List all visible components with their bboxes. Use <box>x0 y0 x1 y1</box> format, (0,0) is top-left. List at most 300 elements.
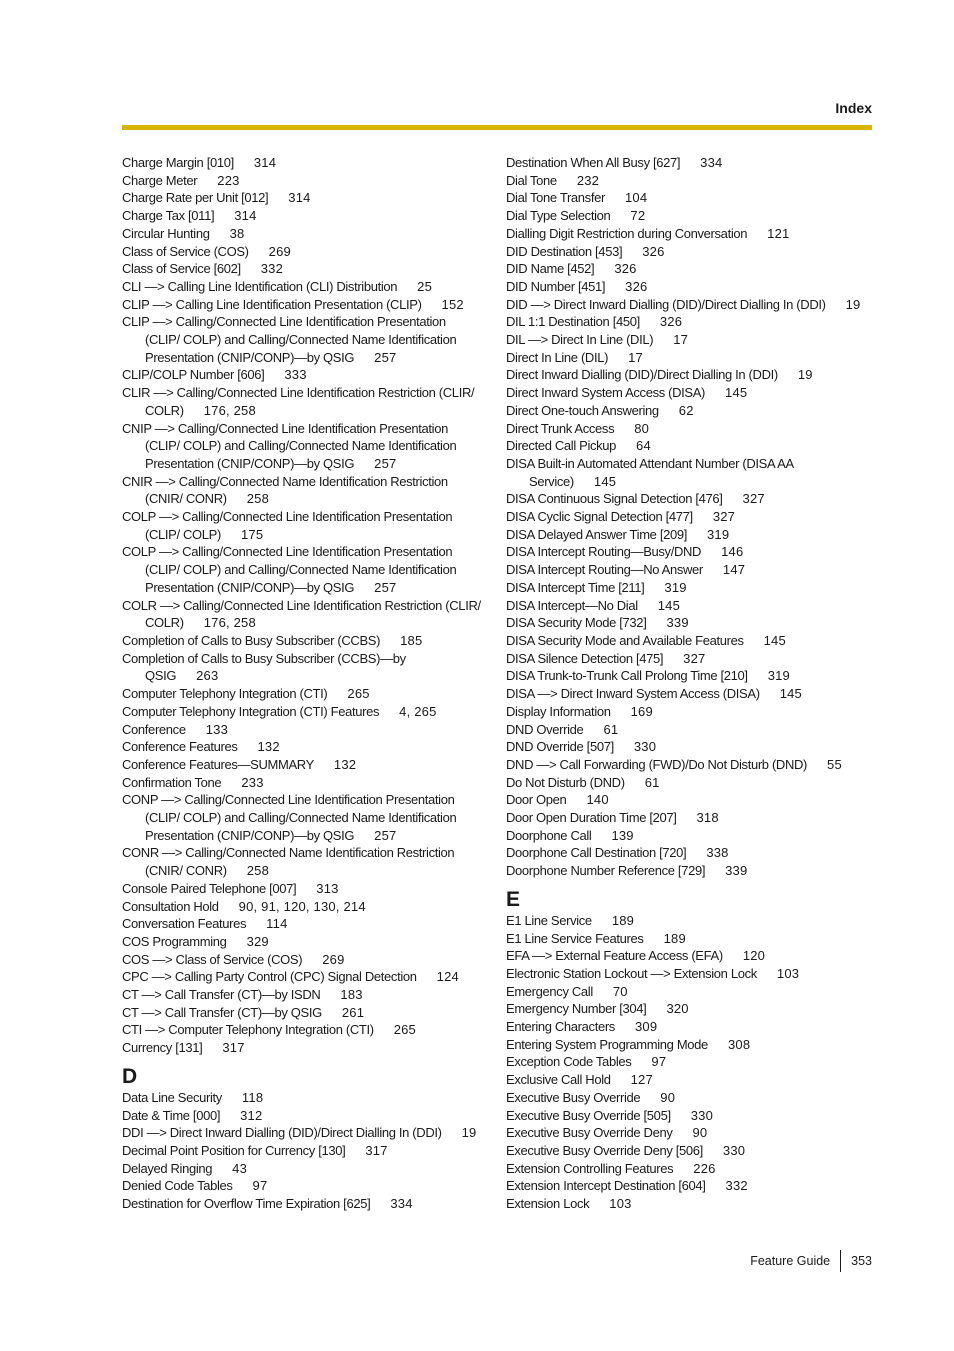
index-term: CT —> Call Transfer (CT)—by ISDN <box>122 987 321 1003</box>
index-term: DISA —> Direct Inward System Access (DISA) <box>506 686 760 702</box>
index-page-ref[interactable]: 258 <box>246 863 270 879</box>
index-term: DISA Intercept—No Dial <box>506 597 638 613</box>
index-term: Console Paired Telephone [007] <box>122 880 297 896</box>
index-entry <box>506 225 878 243</box>
index-page-ref[interactable]: 169 <box>630 703 653 719</box>
index-entry <box>122 597 482 632</box>
index-page-ref[interactable]: 314 <box>234 208 257 224</box>
section-letter-d: D <box>122 1064 138 1088</box>
index-term: Executive Busy Override <box>506 1089 641 1105</box>
index-page-ref[interactable]: 330 <box>690 1107 714 1123</box>
index-term: COS —> Class of Service (COS) <box>122 951 303 967</box>
index-entry <box>506 331 878 349</box>
index-term: DID —> Direct Inward Dialling (DID)/Direct Dialling In (DDI) <box>506 296 826 312</box>
index-term: Door Open Duration Time [207] <box>506 810 677 826</box>
index-entry <box>506 508 878 526</box>
index-page-ref[interactable]: 319 <box>664 579 687 595</box>
index-entry <box>506 1071 878 1089</box>
index-page-ref[interactable]: 313 <box>316 880 339 896</box>
index-entry <box>506 791 878 809</box>
index-term: Date & Time [000] <box>122 1107 221 1123</box>
index-term: Entering Characters <box>506 1019 615 1035</box>
index-entry <box>506 827 878 845</box>
index-page-ref[interactable]: 114 <box>266 916 288 932</box>
index-entry <box>122 951 482 969</box>
index-term: COLP —> Calling/Connected Line Identification Presentation (CLIP/ COLP) <box>122 509 453 542</box>
index-entry <box>122 473 482 508</box>
index-entry <box>122 898 482 916</box>
index-page-ref[interactable]: 132 <box>257 739 280 755</box>
index-entry <box>122 1177 482 1195</box>
index-page-ref[interactable]: 121 <box>767 225 790 241</box>
index-term: Direct Inward System Access (DISA) <box>506 385 706 401</box>
index-page-ref[interactable]: 17 <box>628 349 643 365</box>
index-term: Denied Code Tables <box>122 1178 233 1194</box>
index-term: Circular Hunting <box>122 225 210 241</box>
index-page-ref[interactable]: 269 <box>322 951 345 967</box>
index-page-ref[interactable]: 145 <box>593 473 617 489</box>
index-page-ref[interactable]: 265 <box>347 686 370 702</box>
index-page-ref[interactable]: 327 <box>742 491 765 507</box>
index-entry <box>506 738 878 756</box>
index-term: Dial Tone <box>506 172 557 188</box>
index-entry <box>506 650 878 668</box>
index-term: DISA Intercept Routing—No Answer <box>506 562 703 578</box>
index-page-ref[interactable]: 25 <box>417 278 433 294</box>
index-page-ref[interactable]: 319 <box>706 526 730 542</box>
index-page-ref[interactable]: 176, 258 <box>203 615 256 631</box>
index-page-ref[interactable]: 338 <box>706 845 729 861</box>
index-page-ref[interactable]: 232 <box>576 172 600 188</box>
index-page-ref[interactable]: 317 <box>365 1142 388 1158</box>
index-entry <box>506 632 878 650</box>
index-term: Dial Tone Transfer <box>506 190 605 206</box>
index-term: CONR —> Calling/Connected Name Identification Restriction (CNIR/ CONR) <box>122 845 455 879</box>
entries-d <box>122 1089 482 1213</box>
index-page-ref[interactable]: 257 <box>374 579 397 595</box>
index-page-ref[interactable]: 223 <box>217 172 240 188</box>
index-page-ref[interactable]: 258 <box>246 491 270 507</box>
index-page-ref[interactable]: 257 <box>374 455 397 471</box>
index-page-ref[interactable]: 334 <box>700 155 723 170</box>
index-entry <box>506 685 878 703</box>
index-page-ref[interactable]: 233 <box>241 774 264 790</box>
index-term: Executive Busy Override Deny <box>506 1125 673 1141</box>
index-entry <box>506 526 878 544</box>
index-term: Computer Telephony Integration (CTI) <box>122 686 328 702</box>
index-entry <box>506 1107 878 1125</box>
index-page-ref[interactable]: 70 <box>612 983 628 999</box>
index-entry <box>122 1039 482 1057</box>
index-entry <box>506 172 878 190</box>
index-entry <box>506 561 878 579</box>
index-term: Display Information <box>506 703 611 719</box>
index-term: COLP —> Calling/Connected Line Identification Presentation (CLIP/ COLP) and Calling/Connected Name Identification Presentation (CNIP/CONP)—by QSIG <box>122 544 457 595</box>
index-term: Delayed Ringing <box>122 1160 213 1176</box>
index-entry <box>506 862 878 880</box>
index-entry <box>122 508 482 543</box>
index-term: Doorphone Number Reference [729] <box>506 863 706 879</box>
index-page-ref[interactable]: 124 <box>436 969 459 985</box>
index-page-ref[interactable]: 80 <box>634 420 650 436</box>
index-entry <box>122 1124 482 1142</box>
index-term: CONP —> Calling/Connected Line Identification Presentation (CLIP/ COLP) and Calling/Connected Name Identification Presentation (CNIP/CONP)—by QSIG <box>122 792 457 843</box>
index-page-ref[interactable]: 327 <box>712 509 736 525</box>
index-entry <box>506 437 878 455</box>
index-term: CLIP/COLP Number [606] <box>122 367 265 383</box>
index-entry <box>122 703 482 721</box>
entries-e <box>506 912 878 1213</box>
index-page-ref[interactable]: 330 <box>722 1142 746 1158</box>
index-entry <box>506 597 878 615</box>
index-page-ref[interactable]: 326 <box>614 261 637 277</box>
index-term: Extension Intercept Destination [604] <box>506 1178 706 1194</box>
index-entry <box>122 915 482 933</box>
index-page-ref[interactable]: 132 <box>333 756 357 772</box>
index-term: Direct Trunk Access <box>506 420 615 436</box>
index-page-ref[interactable]: 257 <box>374 349 397 365</box>
index-term: CPC —> Calling Party Control (CPC) Signal Detection <box>122 969 417 985</box>
index-term: Exclusive Call Hold <box>506 1072 611 1088</box>
index-entry <box>506 278 878 296</box>
index-term: DISA Silence Detection [475] <box>506 650 664 666</box>
index-page-ref[interactable]: 314 <box>253 155 277 170</box>
index-entry <box>506 1124 878 1142</box>
index-entry <box>122 420 482 473</box>
index-page-ref[interactable]: 320 <box>666 1001 689 1017</box>
index-page-ref[interactable]: 339 <box>666 615 689 631</box>
page-header-title: Index <box>835 100 872 116</box>
index-entry <box>506 402 878 420</box>
entries-d-continued <box>506 154 878 880</box>
index-page-ref[interactable]: 189 <box>663 930 686 946</box>
index-term: CLIP —> Calling Line Identification Presentation (CLIP) <box>122 296 422 312</box>
index-page-ref[interactable]: 103 <box>776 965 800 981</box>
index-page-ref[interactable]: 326 <box>625 278 648 294</box>
index-entry <box>506 1160 878 1178</box>
index-term: Class of Service (COS) <box>122 243 249 259</box>
index-page-ref[interactable]: 333 <box>284 367 307 383</box>
index-term: DIL —> Direct In Line (DIL) <box>506 332 654 348</box>
index-page-ref[interactable]: 17 <box>673 332 689 348</box>
index-term: Extension Lock <box>506 1196 590 1212</box>
index-term: CT —> Call Transfer (CT)—by QSIG <box>122 1004 322 1020</box>
index-term: DISA Intercept Routing—Busy/DND <box>506 544 702 560</box>
index-column-right <box>506 154 878 1213</box>
index-term: COLR —> Calling/Connected Line Identification Restriction (CLIR/ COLR) <box>122 597 481 631</box>
index-term: DISA Continuous Signal Detection [476] <box>506 491 723 507</box>
index-page-ref[interactable]: 309 <box>634 1019 658 1035</box>
index-term: Conference Features—SUMMARY <box>122 756 314 772</box>
index-page-ref[interactable]: 183 <box>340 987 363 1003</box>
index-entry <box>506 774 878 792</box>
index-term: DND Override [507] <box>506 739 614 755</box>
index-page-ref[interactable]: 339 <box>725 863 748 879</box>
index-term: Extension Controlling Features <box>506 1160 674 1176</box>
index-page-ref[interactable]: 334 <box>390 1196 413 1212</box>
index-entry <box>506 1018 878 1036</box>
index-page-ref[interactable]: 43 <box>232 1160 248 1176</box>
index-page-ref[interactable]: 327 <box>683 650 706 666</box>
index-term: Emergency Call <box>506 983 593 999</box>
index-entry <box>506 1000 878 1018</box>
index-term: Charge Meter <box>122 172 198 188</box>
index-term: Directed Call Pickup <box>506 438 617 454</box>
index-term: Doorphone Call <box>506 827 592 843</box>
index-term: Data Line Security <box>122 1089 222 1105</box>
index-entry <box>122 721 482 739</box>
index-term: EFA —> External Feature Access (EFA) <box>506 948 723 964</box>
index-term: Dial Type Selection <box>506 208 611 224</box>
index-page-ref[interactable]: 140 <box>586 792 609 808</box>
index-page-ref[interactable]: 317 <box>222 1040 245 1056</box>
index-term: CTI —> Computer Telephony Integration (CTI) <box>122 1022 374 1038</box>
index-term: DISA Security Mode and Available Features <box>506 632 744 648</box>
index-page-ref[interactable]: 329 <box>246 933 269 949</box>
index-entry <box>506 543 878 561</box>
index-term: Direct In Line (DIL) <box>506 349 609 365</box>
index-entry <box>122 774 482 792</box>
index-entry <box>506 721 878 739</box>
index-entry <box>506 1036 878 1054</box>
index-entry <box>506 243 878 261</box>
index-page-ref[interactable]: 319 <box>767 668 790 684</box>
index-entry <box>506 349 878 367</box>
page-footer <box>0 1250 872 1272</box>
index-page-ref[interactable]: 62 <box>678 402 694 418</box>
index-entry <box>122 189 482 207</box>
index-term: COS Programming <box>122 933 227 949</box>
index-term: Direct One-touch Answering <box>506 402 659 418</box>
index-term: Charge Tax [011] <box>122 208 215 224</box>
index-term: Currency [131] <box>122 1040 203 1056</box>
index-term: Do Not Disturb (DND) <box>506 774 625 790</box>
index-entry <box>122 756 482 774</box>
index-page-ref[interactable]: 189 <box>611 912 635 928</box>
index-term: Conference Features <box>122 739 238 755</box>
index-page-ref[interactable]: 90 <box>660 1089 676 1105</box>
index-entry <box>506 579 878 597</box>
index-entry <box>506 189 878 207</box>
index-page-ref[interactable]: 19 <box>461 1125 477 1141</box>
index-entry <box>122 632 482 650</box>
index-entry <box>122 968 482 986</box>
index-term: DISA Cyclic Signal Detection [477] <box>506 509 693 525</box>
index-term: Computer Telephony Integration (CTI) Features <box>122 703 380 719</box>
index-term: Completion of Calls to Busy Subscriber (CCBS) <box>122 632 381 648</box>
index-entry <box>122 278 482 296</box>
index-term: Electronic Station Lockout —> Extension Lock <box>506 965 757 981</box>
index-page-ref[interactable]: 176, 258 <box>203 402 256 418</box>
index-page-ref[interactable]: 97 <box>651 1054 667 1070</box>
index-page-ref[interactable]: 261 <box>341 1004 365 1020</box>
index-term: Exception Code Tables <box>506 1054 632 1070</box>
index-page-ref[interactable]: 332 <box>260 261 284 277</box>
index-page-ref[interactable]: 145 <box>763 632 786 648</box>
index-entry <box>506 154 878 172</box>
index-page-ref[interactable]: 90, 91, 120, 130, 214 <box>238 898 366 914</box>
index-entry <box>122 986 482 1004</box>
index-page-ref[interactable]: 19 <box>797 367 813 383</box>
index-page-ref[interactable]: 133 <box>205 721 229 737</box>
index-page-ref[interactable]: 145 <box>657 597 681 613</box>
index-term: Dialling Digit Restriction during Conversation <box>506 225 748 241</box>
index-entry <box>506 207 878 225</box>
index-page-ref[interactable]: 38 <box>229 225 245 241</box>
index-entry <box>122 880 482 898</box>
index-entry <box>506 844 878 862</box>
index-entry <box>122 207 482 225</box>
index-entry <box>506 296 878 314</box>
index-term: DND Override <box>506 721 584 737</box>
index-page-ref[interactable]: 103 <box>609 1196 632 1212</box>
index-entry <box>506 313 878 331</box>
index-page-ref[interactable]: 175 <box>240 526 264 542</box>
index-page-ref[interactable]: 104 <box>624 190 648 206</box>
index-page-ref[interactable]: 152 <box>441 296 464 312</box>
index-page-ref[interactable]: 326 <box>659 314 683 330</box>
index-entry <box>122 1004 482 1022</box>
index-page-ref[interactable]: 332 <box>725 1178 748 1194</box>
index-page-ref[interactable]: 314 <box>288 190 311 206</box>
index-entry <box>506 1142 878 1160</box>
index-page-ref[interactable]: 64 <box>636 438 651 454</box>
index-entry <box>506 667 878 685</box>
index-entry <box>506 1089 878 1107</box>
index-column-left <box>122 154 482 1213</box>
index-term: Consultation Hold <box>122 898 219 914</box>
index-term: DISA Trunk-to-Trunk Call Prolong Time [210] <box>506 668 748 684</box>
index-entry <box>506 1053 878 1071</box>
index-page-ref[interactable]: 263 <box>196 668 219 684</box>
index-term: Executive Busy Override [505] <box>506 1107 671 1123</box>
index-page-ref[interactable]: 120 <box>742 948 766 964</box>
index-term: DDI —> Direct Inward Dialling (DID)/Direct Dialling In (DDI) <box>122 1125 442 1141</box>
index-entry <box>122 1195 482 1213</box>
index-entry <box>506 455 878 490</box>
index-term: Emergency Number [304] <box>506 1001 647 1017</box>
index-entry <box>506 983 878 1001</box>
index-entry <box>506 614 878 632</box>
index-page-ref[interactable]: 185 <box>400 632 423 648</box>
index-term: CNIR —> Calling/Connected Name Identification Restriction (CNIR/ CONR) <box>122 473 448 507</box>
index-entry <box>122 650 482 685</box>
index-entry <box>506 965 878 983</box>
index-entry <box>122 154 482 172</box>
index-page-ref[interactable]: 147 <box>722 562 746 578</box>
entries-c <box>122 154 482 1057</box>
index-entry <box>122 172 482 190</box>
index-entry <box>122 738 482 756</box>
index-page-ref[interactable]: 90 <box>692 1125 708 1141</box>
index-page-ref[interactable]: 118 <box>241 1089 264 1105</box>
index-entry <box>506 703 878 721</box>
index-page-ref[interactable]: 4, 265 <box>399 703 437 719</box>
index-term: Charge Margin [010] <box>122 155 234 170</box>
index-term: DIL 1:1 Destination [450] <box>506 314 640 330</box>
index-entry <box>506 260 878 278</box>
index-page-ref[interactable]: 257 <box>374 827 397 843</box>
index-entry <box>122 543 482 596</box>
index-page-ref[interactable]: 146 <box>721 544 744 560</box>
index-page-ref[interactable]: 97 <box>252 1178 268 1194</box>
index-term: CNIP —> Calling/Connected Line Identification Presentation (CLIP/ COLP) and Calling/Connected Name Identification Presentation (CNIP/CONP)—by QSIG <box>122 420 457 471</box>
index-term: Conference <box>122 721 186 737</box>
index-entry <box>122 296 482 314</box>
index-term: DID Number [451] <box>506 278 606 294</box>
index-page-ref[interactable]: 145 <box>779 686 802 702</box>
index-term: DID Destination [453] <box>506 243 623 259</box>
index-entry <box>122 225 482 243</box>
index-entry <box>122 844 482 879</box>
index-entry <box>122 1107 482 1125</box>
index-entry <box>122 791 482 844</box>
index-page-ref[interactable]: 330 <box>633 739 657 755</box>
index-entry <box>506 366 878 384</box>
index-page-ref[interactable]: 72 <box>630 208 646 224</box>
index-entry <box>122 384 482 419</box>
index-page-ref[interactable]: 61 <box>644 774 660 790</box>
index-term: Destination When All Busy [627] <box>506 155 681 170</box>
index-page-ref[interactable]: 269 <box>268 243 291 259</box>
index-term: DISA Intercept Time [211] <box>506 579 645 595</box>
index-term: E1 Line Service Features <box>506 930 644 946</box>
footer-separator <box>840 1250 841 1272</box>
index-entry <box>506 384 878 402</box>
index-page-ref[interactable]: 55 <box>827 756 842 772</box>
index-page-ref[interactable]: 326 <box>642 243 665 259</box>
index-page-ref[interactable]: 127 <box>630 1072 653 1088</box>
index-page-ref[interactable]: 145 <box>725 385 748 401</box>
index-term: CLIP —> Calling/Connected Line Identification Presentation (CLIP/ COLP) and Calling/Connected Name Identification Presentation (CNIP/CONP)—by QSIG <box>122 314 457 365</box>
index-page-ref[interactable]: 139 <box>611 827 634 843</box>
index-entry <box>506 756 878 774</box>
index-page-ref[interactable]: 318 <box>696 810 719 826</box>
index-entry <box>122 685 482 703</box>
index-entry <box>122 243 482 261</box>
footer-page-number: 353 <box>851 1254 872 1268</box>
index-term: Confirmation Tone <box>122 774 222 790</box>
index-entry <box>506 947 878 965</box>
index-entry <box>506 912 878 930</box>
index-entry <box>122 1160 482 1178</box>
index-term: DND —> Call Forwarding (FWD)/Do Not Disturb (DND) <box>506 756 808 772</box>
section-letter-e: E <box>506 887 521 911</box>
index-entry <box>506 809 878 827</box>
index-page-ref[interactable]: 226 <box>693 1160 716 1176</box>
index-entry <box>506 930 878 948</box>
index-entry <box>122 313 482 366</box>
index-entry <box>506 420 878 438</box>
index-term: Destination for Overflow Time Expiration [625] <box>122 1196 371 1212</box>
index-term: E1 Line Service <box>506 912 592 928</box>
index-page-ref[interactable]: 61 <box>603 721 619 737</box>
footer-guide-name: Feature Guide <box>750 1254 831 1268</box>
index-page-ref[interactable]: 265 <box>393 1022 416 1038</box>
index-page-ref[interactable]: 308 <box>727 1036 751 1052</box>
index-term: DID Name [452] <box>506 261 595 277</box>
index-page-ref[interactable]: 19 <box>845 296 861 312</box>
index-page-ref[interactable]: 312 <box>240 1107 263 1123</box>
index-term: DISA Built-in Automated Attendant Number (DISA AA Service) <box>506 455 794 489</box>
index-term: Class of Service [602] <box>122 261 241 277</box>
index-term: Completion of Calls to Busy Subscriber (CCBS)—by QSIG <box>122 650 406 684</box>
index-entry <box>122 1142 482 1160</box>
index-term: Entering System Programming Mode <box>506 1036 708 1052</box>
index-entry <box>122 260 482 278</box>
index-entry <box>122 1089 482 1107</box>
index-entry <box>122 1021 482 1039</box>
